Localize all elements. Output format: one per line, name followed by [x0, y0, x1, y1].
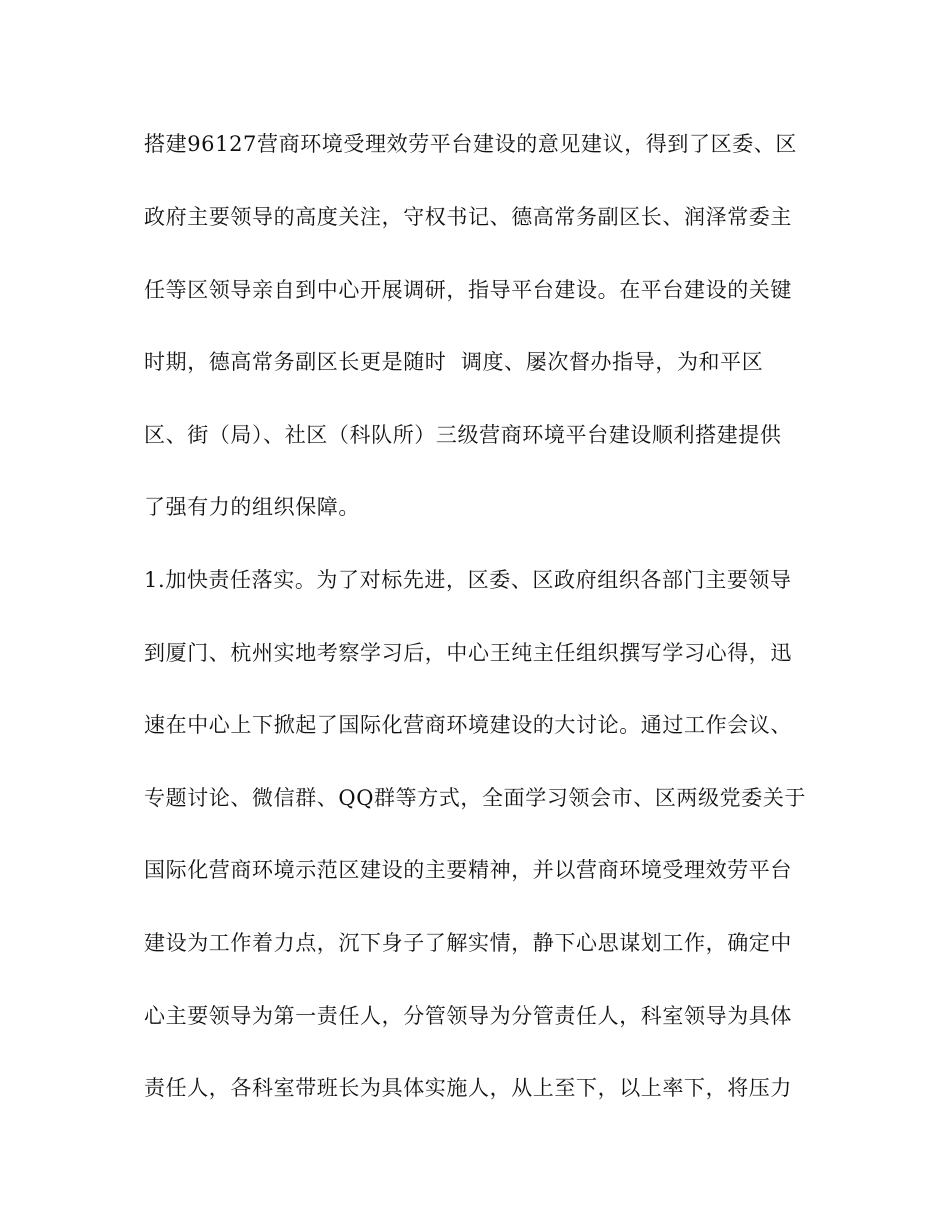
paragraph-line: 心主要领导为第一责任人，分管领导为分管责任人，科室领导为具体: [144, 1004, 792, 1028]
paragraph-line: 区、街（局）、社区（科队所）三级营商环境平台建设顺利搭建提供: [144, 423, 782, 447]
paragraph-line: 了强有力的组织保障。: [144, 495, 360, 519]
paragraph-line: 国际化营商环境示范区建设的主要精神，并以营商环境受理效劳平台: [144, 858, 792, 882]
paragraph-line: 责任人，各科室带班长为具体实施人，从上至下，以上率下，将压力: [144, 1076, 792, 1100]
paragraph-line: 政府主要领导的高度关注，守权书记、德高常务副区长、润泽常委主: [144, 205, 792, 229]
paragraph-line: 时期，德高常务副区长更是随时 调度、屡次督办指导，为和平区: [144, 350, 764, 374]
paragraph-line: 到厦门、杭州实地考察学习后，中心王纯主任组织撰写学习心得，迅: [144, 641, 792, 665]
paragraph-line: 速在中心上下掀起了国际化营商环境建设的大讨论。通过工作会议、: [144, 713, 792, 737]
paragraph-line: 建设为工作着力点，沉下身子了解实情，静下心思谋划工作，确定中: [144, 931, 792, 955]
paragraph-line: 搭建96127营商环境受理效劳平台建设的意见建议，得到了区委、区: [144, 132, 798, 156]
paragraph-line: 任等区领导亲自到中心开展调研，指导平台建设。在平台建设的关键: [144, 278, 792, 302]
paragraph-line: 1.加快责任落实。为了对标先进，区委、区政府组织各部门主要领导: [144, 568, 792, 592]
paragraph-line: 专题讨论、微信群、QQ群等方式，全面学习领会市、区两级党委关于: [144, 786, 807, 810]
